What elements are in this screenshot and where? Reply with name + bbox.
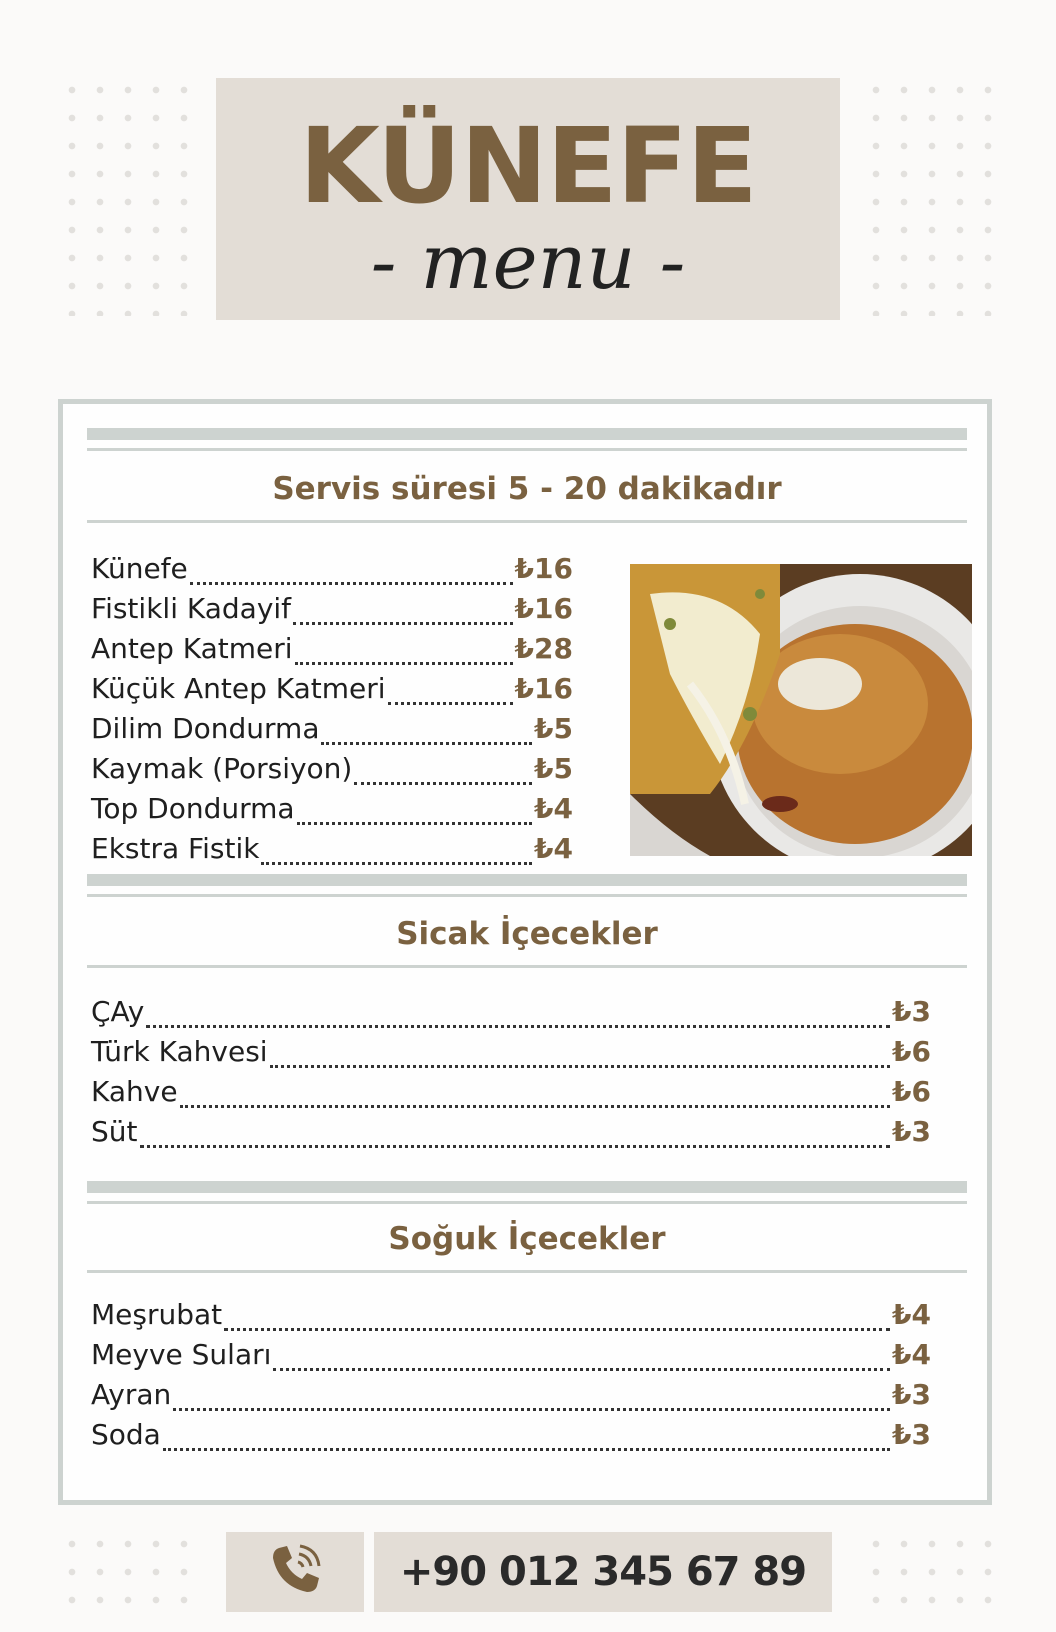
- phone-icon: [265, 1540, 325, 1604]
- list-item: ÇAy ₺3: [91, 995, 931, 1028]
- list-item: Kaymak (Porsiyon) ₺5: [91, 752, 573, 785]
- section-heading-hot-drinks: Sicak İçecekler: [396, 916, 658, 952]
- list-item: Meyve Suları ₺4: [91, 1338, 931, 1371]
- list-item: Kahve ₺6: [91, 1075, 931, 1108]
- phone-number[interactable]: +90 012 345 67 89: [374, 1532, 832, 1612]
- dessert-list: [91, 552, 573, 872]
- menu-panel: [58, 399, 992, 1505]
- hot-drinks-list: [91, 995, 931, 1155]
- list-item: Süt ₺3: [91, 1115, 931, 1148]
- list-item: Meşrubat ₺4: [91, 1298, 931, 1331]
- section-divider: [87, 874, 967, 897]
- dot-pattern-bottom-right: [862, 1530, 992, 1622]
- list-item: Soda ₺3: [91, 1418, 931, 1451]
- section-heading-desserts: Servis süresi 5 - 20 dakikadır: [272, 471, 782, 507]
- list-item: Künefe ₺16: [91, 552, 573, 585]
- cold-drinks-list: [91, 1298, 931, 1458]
- section-divider: [87, 1181, 967, 1204]
- menu-title-card: [216, 78, 840, 320]
- list-item: Türk Kahvesi ₺6: [91, 1035, 931, 1068]
- list-item: Ekstra Fistik ₺4: [91, 832, 573, 865]
- heading-rule: [87, 965, 967, 968]
- heading-rule: [87, 520, 967, 523]
- dot-pattern-top-left: [58, 76, 188, 316]
- list-item: Top Dondurma ₺4: [91, 792, 573, 825]
- section-heading-cold-drinks: Soğuk İçecekler: [388, 1221, 666, 1257]
- heading-rule: [87, 1270, 967, 1273]
- section-divider: [87, 428, 967, 451]
- list-item: Antep Katmeri ₺28: [91, 632, 573, 665]
- dot-pattern-top-right: [862, 76, 992, 316]
- list-item: Fistikli Kadayif ₺16: [91, 592, 573, 625]
- dot-pattern-bottom-left: [58, 1530, 188, 1622]
- phone-icon-box: [226, 1532, 364, 1612]
- page-title: KÜNEFE: [299, 105, 757, 227]
- list-item: Ayran ₺3: [91, 1378, 931, 1411]
- list-item: Dilim Dondurma ₺5: [91, 712, 573, 745]
- page-subtitle: - menu -: [370, 217, 686, 306]
- list-item: Küçük Antep Katmeri ₺16: [91, 672, 573, 705]
- kunefe-photo: [630, 564, 972, 856]
